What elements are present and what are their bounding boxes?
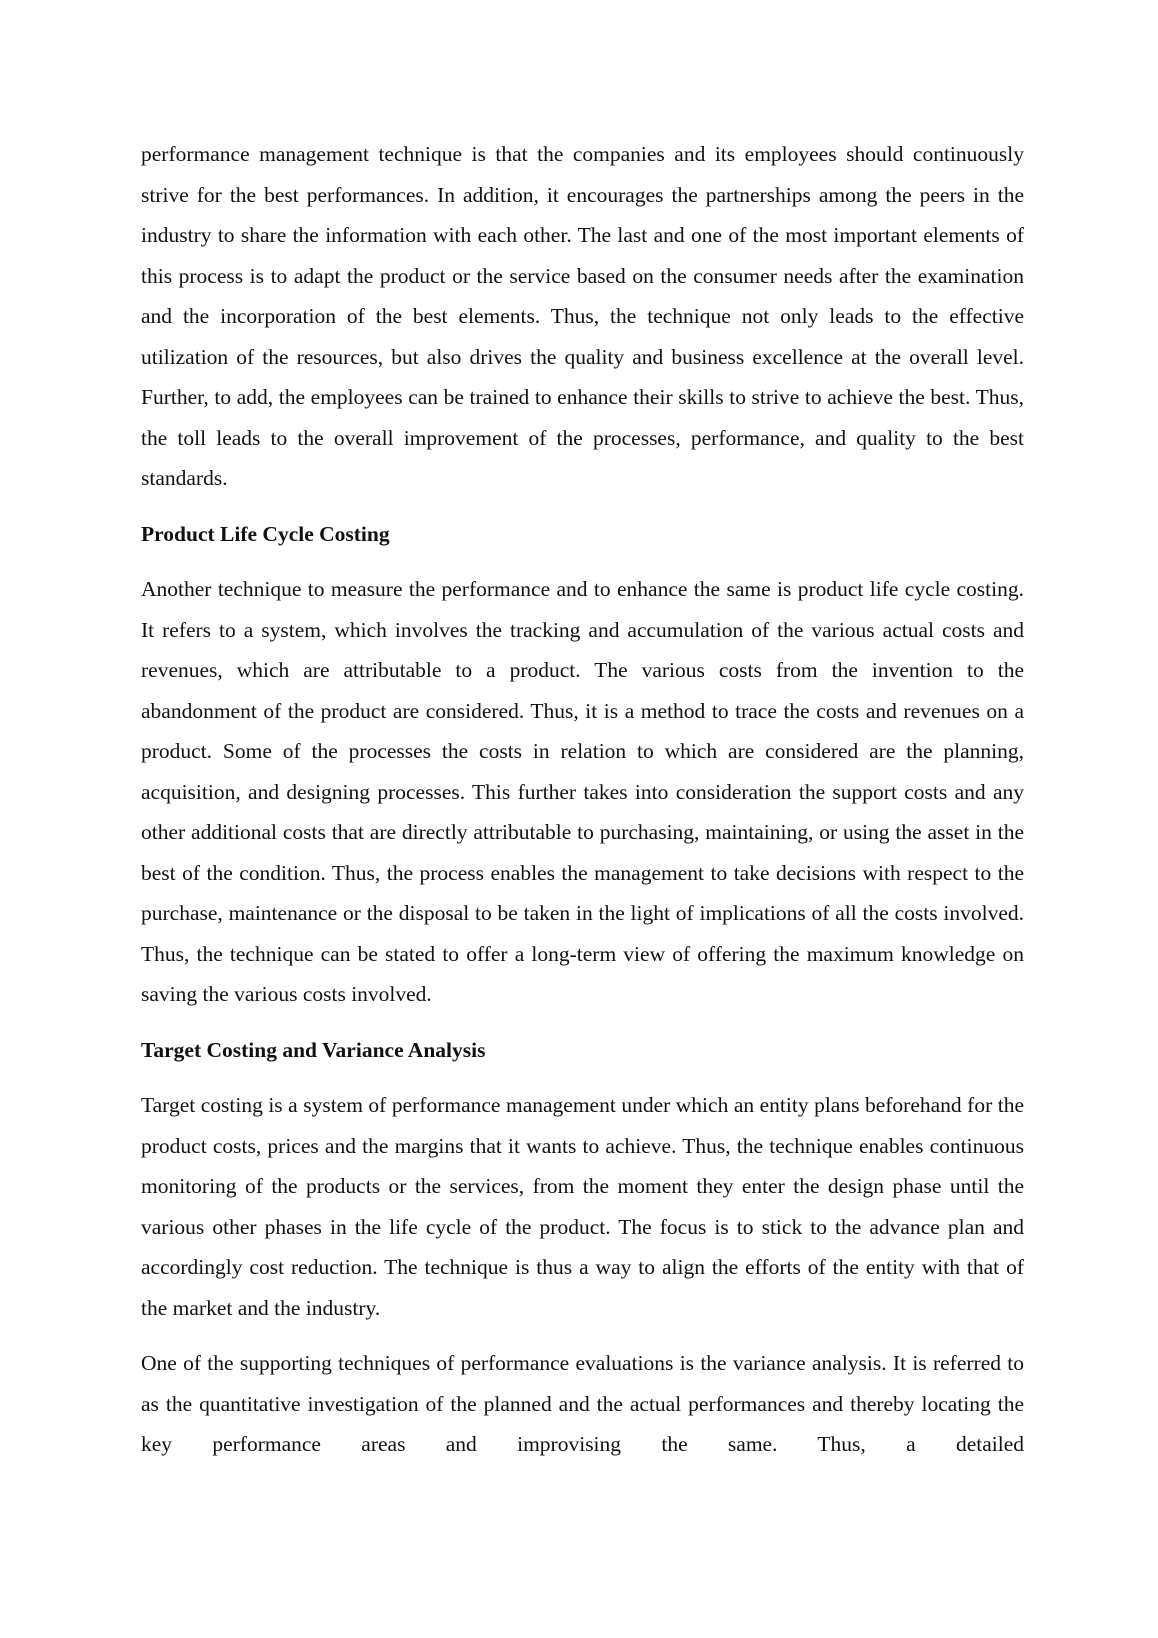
target-costing-paragraph: Target costing is a system of performance management under which an entity plans beforehand for the product costs, prices and the margins that it wants to achieve. Thus, the technique enables continuous monitoring of the products or the services, from the moment they enter the design phase until the various other phases in the life cycle of the product. The focus is to stick to the advance plan and accordingly cost reduction. The technique is thus a way to align the efforts of the entity with that of the market and the industry. — [141, 1093, 1024, 1320]
plc-paragraph: Another technique to measure the performance and to enhance the same is product life cycle costing. It refers to a system, which involves the tracking and accumulation of the various actual costs and revenues, which are attributable to a product. The various costs from the invention to the abandonment of the product are considered. Thus, it is a method to trace the costs and revenues on a product. Some of the processes the costs in relation to which are considered are the planning, acquisition, and designing processes. This further takes into consideration the support costs and any other additional costs that are directly attributable to purchasing, maintaining, or using the asset in the best of the condition. Thus, the process enables the management to take decisions with respect to the purchase, maintenance or the disposal to be taken in the light of implications of all the costs involved. Thus, the technique can be stated to offer a long-term view of offering the maximum knowledge on saving the various costs involved. — [141, 577, 1024, 1006]
heading-product-life-cycle-costing: Product Life Cycle Costing — [141, 521, 390, 546]
document-page — [141, 134, 1024, 1480]
heading-target-costing: Target Costing and Variance Analysis — [141, 1037, 486, 1062]
variance-analysis-paragraph: One of the supporting techniques of performance evaluations is the variance analysis. It is referred to as the quantitative investigation of the planned and the actual performances and thereby locating the key performance areas and improvising the same. Thus, a detailed — [141, 1351, 1024, 1456]
intro-paragraph: performance management technique is that the companies and its employees should continuously strive for the best performances. In addition, it encourages the partnerships among the peers in the industry to share the information with each other. The last and one of the most important elements of this process is to adapt the product or the service based on the consumer needs after the examination and the incorporation of the best elements. Thus, the technique not only leads to the effective utilization of the resources, but also drives the quality and business excellence at the overall level. Further, to add, the employees can be trained to enhance their skills to strive to achieve the best. Thus, the toll leads to the overall improvement of the processes, performance, and quality to the best standards. — [141, 142, 1024, 490]
